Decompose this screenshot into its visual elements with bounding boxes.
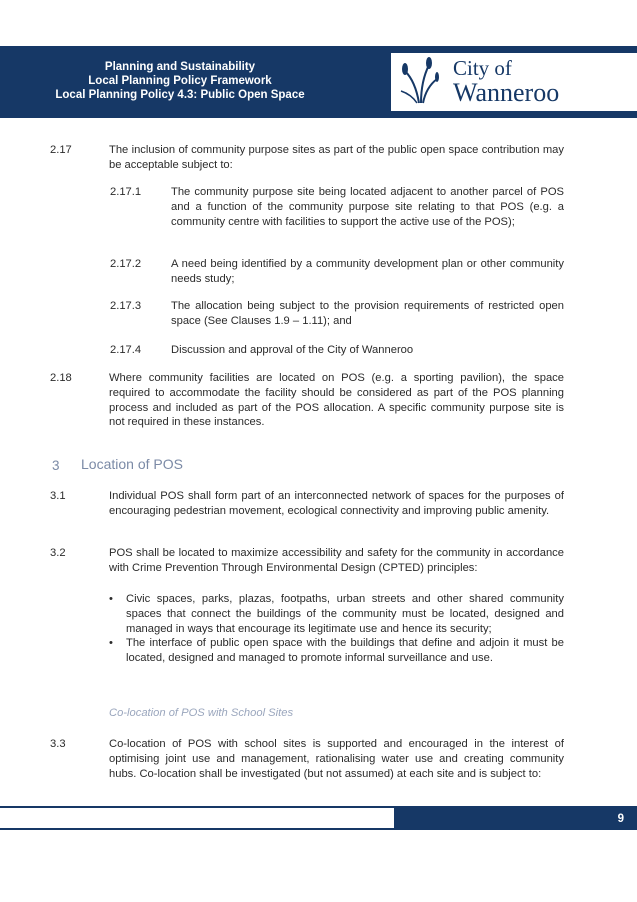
- bullet-item: • The interface of public open space with the buildings that define and adjoin it must be located, designed and managed to promote informal surveillance and use.: [109, 636, 564, 666]
- clause-number: 3.1: [50, 490, 66, 502]
- clause-number: 3.2: [50, 547, 66, 559]
- section-number: 3: [52, 458, 60, 473]
- subclause-number: 2.17.2: [110, 258, 142, 270]
- subheading: Co-location of POS with School Sites: [109, 707, 294, 719]
- clause-text: Co-location of POS with school sites is supported and encouraged in the interest of optimising joint use and management, rationalising water use and creating community hubs. Co-location shall be investigated (but not assumed) at each site and is subject to:: [109, 738, 564, 780]
- subclause-text: The allocation being subject to the provision requirements of restricted open space (See Clauses 1.9 – 1.11); and: [171, 300, 564, 327]
- clause-text: The inclusion of community purpose sites as part of the public open space contribution may be acceptable subject to:: [109, 144, 564, 171]
- bullet-list: [109, 592, 564, 666]
- section-title: Location of POS: [81, 456, 183, 472]
- logo-city-text: City of: [453, 56, 512, 80]
- clause-text: POS shall be located to maximize accessibility and safety for the community in accordance with Crime Prevention Through Environmental Design (CPTED) principles:: [109, 547, 564, 574]
- clause-number: 3.3: [50, 738, 66, 750]
- subclause-text: The community purpose site being located adjacent to another parcel of POS and a function of the community purpose site relating to that POS (e.g. a community centre with facilities to support the active use of the POS);: [171, 186, 564, 228]
- subclause-text: Discussion and approval of the City of Wanneroo: [171, 344, 414, 356]
- subclause-number: 2.17.3: [110, 300, 142, 312]
- clause-number: 2.18: [50, 372, 72, 384]
- header-line-3: Local Planning Policy 4.3: Public Open Space: [55, 89, 305, 101]
- clause-number: 2.17: [50, 144, 72, 156]
- bullet-item: • Civic spaces, parks, plazas, footpaths, urban streets and other shared community spaces that connect the buildings of the community must be located, designed and managed in ways that encourage its legitimate use and hence its security;: [109, 592, 564, 636]
- subclause-number: 2.17.1: [110, 186, 142, 198]
- subclause-number: 2.17.4: [110, 344, 142, 356]
- clause-text: Individual POS shall form part of an interconnected network of spaces for the purposes of encouraging pedestrian movement, ecological connectivity and improving public amenity.: [109, 490, 564, 517]
- page-number: 9: [617, 813, 624, 825]
- subclause-text: A need being identified by a community development plan or other community needs study;: [171, 258, 564, 285]
- header-line-1: Planning and Sustainability: [104, 61, 256, 73]
- clause-text: Where community facilities are located on POS (e.g. a sporting pavilion), the space required to accommodate the facility should be considered as part of the POS planning process and included as part of the POS allocation. A specific community purpose site is not required in these instances.: [109, 372, 564, 429]
- footer-left-panel: [0, 808, 394, 830]
- header-line-2: Local Planning Policy Framework: [88, 75, 272, 87]
- logo-name-text: Wanneroo: [453, 78, 560, 107]
